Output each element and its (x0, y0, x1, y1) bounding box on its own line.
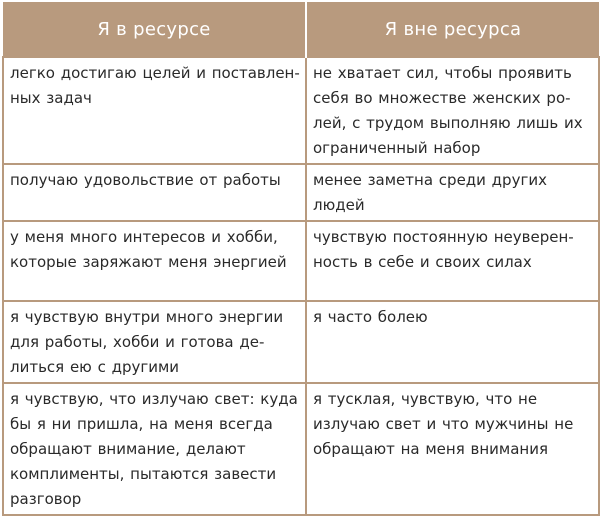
cell-line: себя во множестве женских ро- (313, 89, 571, 107)
cell-line: получаю удовольствие от работы (10, 171, 281, 189)
table-row (3, 301, 599, 383)
cell-line: легко достигаю целей и поставлен- (10, 64, 300, 82)
cell-line: я чувствую, что излучаю свет: куда (10, 390, 298, 408)
cell-out-of-resource (306, 383, 599, 515)
cell-in-resource (3, 383, 306, 515)
cell-line: ных задач (10, 89, 92, 107)
cell-line: не хватает сил, чтобы проявить (313, 64, 572, 82)
cell-line: я тусклая, чувствую, что не (313, 390, 538, 408)
cell-line: излучаю свет и что мужчины не (313, 415, 574, 433)
header-out-of-resource: Я вне ресурса (306, 2, 599, 57)
cell-in-resource (3, 57, 306, 164)
cell-line: ограниченный набор (313, 139, 481, 157)
resource-comparison-table (2, 2, 600, 516)
cell-line: я часто болею (313, 308, 428, 326)
cell-line: людей (313, 196, 365, 214)
cell-line: менее заметна среди других (313, 171, 547, 189)
cell-in-resource (3, 221, 306, 301)
cell-line: обращают внимание, делают (10, 440, 246, 458)
table-row (3, 57, 599, 164)
header-in-resource: Я в ресурсе (3, 2, 306, 57)
cell-out-of-resource (306, 301, 599, 383)
cell-in-resource (3, 164, 306, 221)
table-row (3, 383, 599, 515)
cell-in-resource (3, 301, 306, 383)
cell-out-of-resource (306, 57, 599, 164)
cell-line: ность в себе и своих силах (313, 253, 532, 271)
cell-line: которые заряжают меня энергией (10, 253, 287, 271)
cell-line: я чувствую внутри много энергии (10, 308, 284, 326)
cell-line: у меня много интересов и хобби, (10, 228, 278, 246)
cell-line: комплименты, пытаются завести (10, 465, 277, 483)
cell-line: для работы, хобби и готова де- (10, 333, 265, 351)
table-row (3, 221, 599, 301)
cell-line: обращают на меня внимания (313, 440, 548, 458)
table-header-row (3, 2, 599, 57)
cell-line: лей, с трудом выполняю лишь их (313, 114, 583, 132)
cell-line: литься ею с другими (10, 358, 180, 376)
cell-out-of-resource (306, 221, 599, 301)
cell-line: бы я ни пришла, на меня всегда (10, 415, 273, 433)
cell-line: разговор (10, 490, 82, 508)
cell-line: чувствую постоянную неуверен- (313, 228, 574, 246)
cell-out-of-resource (306, 164, 599, 221)
table-row (3, 164, 599, 221)
